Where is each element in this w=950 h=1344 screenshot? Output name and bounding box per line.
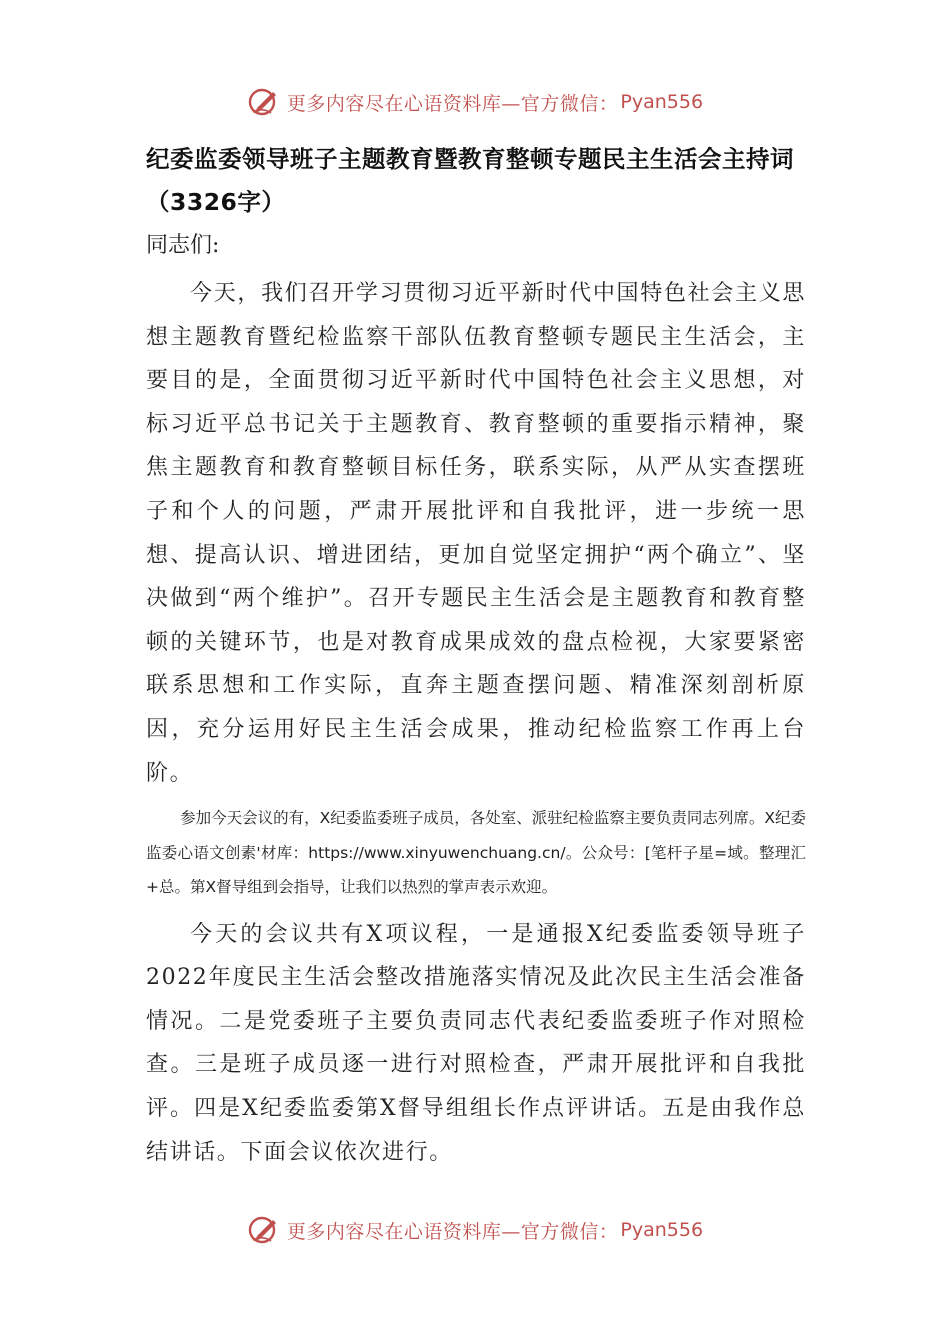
banner-text: 更多内容尽在心语资料库—官方微信： [286, 1220, 619, 1243]
pen-circle-icon [247, 85, 281, 119]
greeting: 同志们: [146, 233, 220, 258]
paragraph-agenda: 今天的会议共有X项议程，一是通报X纪委监委领导班子2022年度民主生活会整改措施落实情况及此次民主生活会准备情况。二是党委班子主要负责同志代表纪委监委班子作对照检查。三是班子成员逐一进行对照检查，严肃开展批评和自我批评。四是X纪委监委第X督导组组长作点评讲话。五是由我作总结讲话。下面会议依次进行。 [146, 921, 806, 1165]
header-banner [0, 84, 950, 120]
banner-text: 更多内容尽在心语资料库—官方微信： [286, 92, 619, 115]
document-title: 纪委监委领导班子主题教育暨教育整顿专题民主生活会主持词（3326字） [146, 145, 794, 216]
banner-wechat-id: Pyan556 [620, 91, 704, 113]
pen-circle-icon [247, 1213, 281, 1247]
paragraph-attendees: 参加今天会议的有，X纪委监委班子成员，各处室、派驻纪检监察主要负责同志列席。X纪委监委心语文创素'材库：https://www.xinyuwenchuang.cn/。公众号：[笔杆子星=域。整理汇+总。第X督导组到会指导，让我们以热烈的掌声表示欢迎。 [146, 809, 806, 897]
footer-banner [0, 1212, 950, 1248]
banner-wechat-id: Pyan556 [620, 1219, 704, 1241]
document-body [146, 138, 806, 1174]
paragraph-opening: 今天，我们召开学习贯彻习近平新时代中国特色社会主义思想主题教育暨纪检监察干部队伍教育整顿专题民主生活会，主要目的是，全面贯彻习近平新时代中国特色社会主义思想，对标习近平总书记关于主题教育、教育整顿的重要指示精神，聚焦主题教育和教育整顿目标任务，联系实际，从严从实查摆班子和个人的问题，严肃开展批评和自我批评，进一步统一思想、提高认识、增进团结，更加自觉坚定拥护“两个确立”、坚决做到“两个维护”。召开专题民主生活会是主题教育和教育整顿的关键环节，也是对教育成果成效的盘点检视，大家要紧密联系思想和工作实际，直奔主题查摆问题、精准深刻剖析原因，充分运用好民主生活会成果，推动纪检监察工作再上台阶。 [146, 281, 806, 786]
